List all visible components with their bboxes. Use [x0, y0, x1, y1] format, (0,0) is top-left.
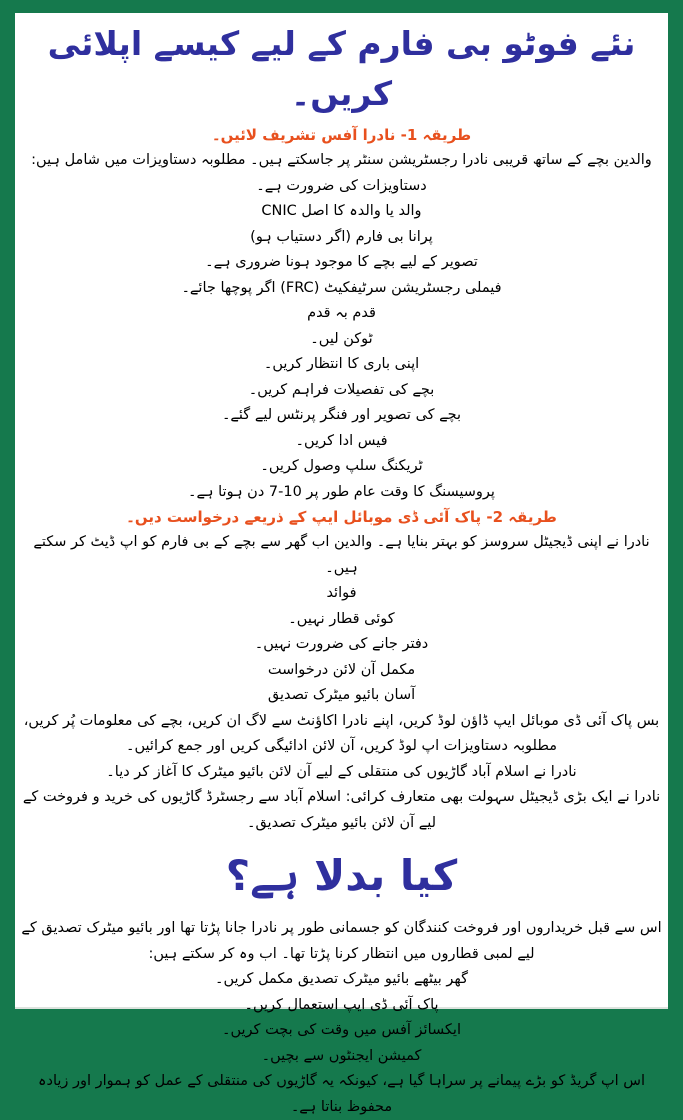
text-line: اپنی باری کا انتظار کریں۔ — [263, 356, 420, 372]
text-line: ٹوکن لیں۔ — [310, 330, 373, 347]
text-line: فوائد — [326, 585, 357, 601]
text-line: والد یا والدہ کا اصل CNIC — [261, 203, 422, 219]
changes-heading: کیا بدلا ہے؟ — [225, 851, 458, 900]
text-line: فیس ادا کریں۔ — [295, 432, 388, 449]
text-line: نادرا نے ایک بڑی ڈیجیٹل سہولت بھی متعارف کرائی: اسلام آباد سے رجسٹرڈ گاڑیوں کی خرید و فروخت کے لیے آن لائن بائیو میٹرک تصدیق۔ — [22, 789, 661, 831]
method-1-heading: طریقہ 1- نادرا آفس تشریف لائیں۔ — [211, 126, 472, 144]
text-line: بس پاک آئی ڈی موبائل ایپ ڈاؤن لوڈ کریں، اپنے نادرا اکاؤنٹ سے لاگ ان کریں، بچے کی معلومات پُر کریں، مطلوبہ دستاویزات اپ لوڈ کریں، آن لائن ادائیگی کریں اور جمع کرائیں۔ — [23, 712, 660, 754]
text-line: قدم بہ قدم — [307, 305, 376, 321]
text-line: کمیشن ایجنٹوں سے بچیں۔ — [261, 1047, 422, 1064]
text-line: مکمل آن لائن درخواست — [267, 661, 416, 678]
text-line: تصویر کے لیے بچے کا موجود ہونا ضروری ہے۔ — [205, 254, 478, 270]
text-line: آسان بائیو میٹرک تصدیق — [267, 687, 416, 703]
text-line: اس سے قبل خریداروں اور فروخت کنندگان کو جسمانی طور پر نادرا جانا پڑتا تھا اور بائیو میٹرک تصدیق کے لیے لمبی قطاروں میں انتظار کرنا پڑتا تھا۔ اب وہ کر سکتے ہیں: — [21, 920, 662, 962]
text-line: اس اپ گریڈ کو بڑے پیمانے پر سراہا گیا ہے، کیونکہ یہ گاڑیوں کی منتقلی کے عمل کو ہموار اور زیادہ محفوظ بناتا ہے۔ — [37, 1073, 646, 1115]
text-line: بچے کی تفصیلات فراہم کریں۔ — [248, 381, 435, 398]
text-line: ایکسائز آفس میں وقت کی بچت کریں۔ — [221, 1022, 461, 1038]
text-line: ٹریکنگ سلپ وصول کریں۔ — [260, 458, 423, 474]
text-line: گھر بیٹھے بائیو میٹرک تصدیق مکمل کریں۔ — [214, 971, 469, 987]
text-line: نادرا نے اپنی ڈیجیٹل سروسز کو بہتر بنایا ہے۔ والدین اب گھر سے بچے کے بی فارم کو اپ ڈیٹ کر سکتے ہیں۔ — [33, 534, 650, 576]
text-line: کوئی قطار نہیں۔ — [288, 610, 395, 627]
text-line: دستاویزات کی ضرورت ہے۔ — [256, 177, 427, 194]
document-sheet — [15, 13, 668, 1115]
text-line: پروسیسنگ کا وقت عام طور پر 10-7 دن ہوتا ہے۔ — [188, 483, 495, 500]
text-line: پاک آئی ڈی ایپ استعمال کریں۔ — [244, 996, 439, 1013]
text-line: دفتر جانے کی ضرورت نہیں۔ — [254, 636, 429, 652]
text-line: بچے کی تصویر اور فنگر پرنٹس لیے گئے۔ — [221, 407, 462, 423]
text-line: والدین بچے کے ساتھ قریبی نادرا رجسٹریشن سنٹر پر جاسکتے ہیں۔ مطلوبہ دستاویزات میں شامل ہیں: — [31, 152, 652, 168]
page-title: نئے فوٹو بی فارم کے لیے کیسے اپلائی کریں۔ — [47, 24, 636, 113]
text-line: فیملی رجسٹریشن سرٹیفکیٹ (FRC) اگر پوچھا جائے۔ — [181, 279, 502, 296]
method-2-heading: طریقہ 2- پاک آئی ڈی موبائل ایپ کے ذریعے درخواست دیں۔ — [126, 508, 557, 526]
text-line: نادرا نے اسلام آباد گاڑیوں کی منتقلی کے لیے آن لائن بائیو میٹرک کا آغاز کر دیا۔ — [106, 763, 577, 780]
text-line: پرانا بی فارم (اگر دستیاب ہو) — [250, 228, 433, 245]
